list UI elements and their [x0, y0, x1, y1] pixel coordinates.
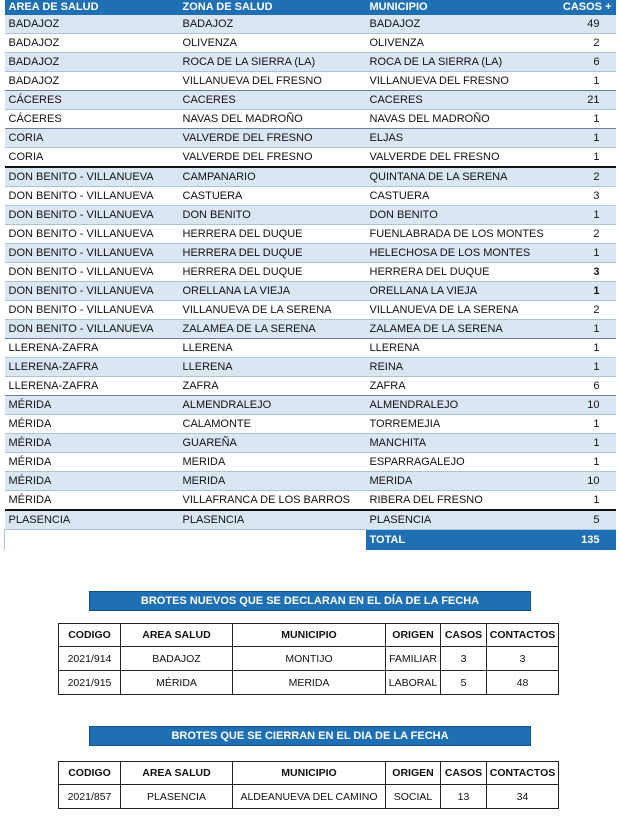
table-row [5, 206, 616, 225]
brote-municipio: MERIDA [233, 671, 386, 695]
brote-contactos: 34 [487, 785, 559, 809]
row-casos: 2 [544, 167, 616, 187]
row-municipio: HERRERA DEL DUQUE [366, 263, 544, 282]
row-area: BADAJOZ [5, 15, 179, 34]
row-area: DON BENITO - VILLANUEVA [5, 301, 179, 320]
row-municipio: DON BENITO [366, 206, 544, 225]
row-area: DON BENITO - VILLANUEVA [5, 320, 179, 339]
row-casos: 21 [544, 91, 616, 110]
row-area: CORIA [5, 129, 179, 148]
row-municipio: QUINTANA DE LA SERENA [366, 167, 544, 187]
header-municipio: MUNICIPIO [366, 0, 544, 15]
row-casos: 49 [544, 15, 616, 34]
row-zona: ROCA DE LA SIERRA (LA) [179, 53, 366, 72]
brote-area: BADAJOZ [121, 647, 233, 671]
brote-origen: LABORAL [386, 671, 441, 695]
brote-casos: 13 [441, 785, 487, 809]
row-casos: 2 [544, 225, 616, 244]
table-row [5, 453, 616, 472]
row-casos: 1 [544, 434, 616, 453]
row-casos: 6 [544, 377, 616, 396]
table-row [5, 225, 616, 244]
brote-contactos: 3 [487, 647, 559, 671]
brotes-cerrados-header-row [59, 762, 559, 785]
brote-casos: 5 [441, 671, 487, 695]
row-zona: MERIDA [179, 472, 366, 491]
row-area: DON BENITO - VILLANUEVA [5, 244, 179, 263]
row-municipio: RIBERA DEL FRESNO [366, 491, 544, 511]
nuevos-header-contactos: CONTACTOS [487, 624, 559, 647]
table-row [5, 339, 616, 358]
casos-header-row [5, 0, 616, 15]
row-casos: 1 [544, 320, 616, 339]
table-row [5, 301, 616, 320]
row-area: MÉRIDA [5, 396, 179, 415]
row-casos: 1 [544, 282, 616, 301]
row-zona: NAVAS DEL MADROÑO [179, 110, 366, 129]
brote-area: MÉRIDA [121, 671, 233, 695]
cerrados-header-codigo: CODIGO [59, 762, 121, 785]
row-municipio: REINA [366, 358, 544, 377]
table-row [5, 72, 616, 91]
row-area: DON BENITO - VILLANUEVA [5, 282, 179, 301]
row-zona: VILLANUEVA DEL FRESNO [179, 72, 366, 91]
table-row [5, 53, 616, 72]
brote-contactos: 48 [487, 671, 559, 695]
table-row [5, 282, 616, 301]
row-casos: 1 [544, 72, 616, 91]
row-municipio: FUENLABRADA DE LOS MONTES [366, 225, 544, 244]
casos-table [4, 0, 616, 550]
row-municipio: MERIDA [366, 472, 544, 491]
row-casos: 3 [544, 263, 616, 282]
row-municipio: OLIVENZA [366, 34, 544, 53]
row-area: DON BENITO - VILLANUEVA [5, 206, 179, 225]
row-municipio: CACERES [366, 91, 544, 110]
nuevos-header-municipio: MUNICIPIO [233, 624, 386, 647]
brote-origen: SOCIAL [386, 785, 441, 809]
table-row [5, 167, 616, 187]
brote-casos: 3 [441, 647, 487, 671]
brote-area: PLASENCIA [121, 785, 233, 809]
table-row [5, 15, 616, 34]
row-municipio: ESPARRAGALEJO [366, 453, 544, 472]
row-zona: PLASENCIA [179, 510, 366, 530]
header-zona: ZONA DE SALUD [179, 0, 366, 15]
nuevos-header-codigo: CODIGO [59, 624, 121, 647]
cerrados-header-municipio: MUNICIPIO [233, 762, 386, 785]
table-row [5, 129, 616, 148]
table-row [5, 187, 616, 206]
row-zona: DON BENITO [179, 206, 366, 225]
row-municipio: PLASENCIA [366, 510, 544, 530]
row-casos: 2 [544, 34, 616, 53]
row-area: MÉRIDA [5, 415, 179, 434]
total-value: 135 [544, 530, 616, 551]
row-casos: 2 [544, 301, 616, 320]
row-municipio: ALMENDRALEJO [366, 396, 544, 415]
row-area: LLERENA-ZAFRA [5, 377, 179, 396]
row-casos: 5 [544, 510, 616, 530]
row-area: BADAJOZ [5, 34, 179, 53]
row-zona: ALMENDRALEJO [179, 396, 366, 415]
row-municipio: HELECHOSA DE LOS MONTES [366, 244, 544, 263]
row-municipio: TORREMEJIA [366, 415, 544, 434]
nuevos-header-area: AREA SALUD [121, 624, 233, 647]
cerrados-header-casos: CASOS [441, 762, 487, 785]
row-zona: VALVERDE DEL FRESNO [179, 148, 366, 168]
row-area: DON BENITO - VILLANUEVA [5, 263, 179, 282]
row-zona: LLERENA [179, 358, 366, 377]
table-row [5, 434, 616, 453]
brotes-cerrados-table [58, 761, 559, 809]
row-municipio: ELJAS [366, 129, 544, 148]
row-area: PLASENCIA [5, 510, 179, 530]
row-municipio: BADAJOZ [366, 15, 544, 34]
brotes-cerrados-title: BROTES QUE SE CIERRAN EN EL DIA DE LA FECHA [89, 726, 531, 746]
row-area: CÁCERES [5, 91, 179, 110]
table-row [5, 110, 616, 129]
row-zona: HERRERA DEL DUQUE [179, 244, 366, 263]
row-zona: HERRERA DEL DUQUE [179, 225, 366, 244]
row-casos: 1 [544, 206, 616, 225]
row-municipio: LLERENA [366, 339, 544, 358]
row-zona: LLERENA [179, 339, 366, 358]
table-row [5, 358, 616, 377]
row-area: BADAJOZ [5, 53, 179, 72]
row-casos: 1 [544, 453, 616, 472]
table-row [5, 91, 616, 110]
brotes-nuevos-table [58, 623, 559, 695]
cerrados-header-origen: ORIGEN [386, 762, 441, 785]
nuevos-header-casos: CASOS [441, 624, 487, 647]
row-municipio: MANCHITA [366, 434, 544, 453]
row-casos: 3 [544, 187, 616, 206]
row-casos: 1 [544, 244, 616, 263]
row-area: MÉRIDA [5, 434, 179, 453]
row-zona: BADAJOZ [179, 15, 366, 34]
row-zona: CALAMONTE [179, 415, 366, 434]
table-row [5, 396, 616, 415]
brote-municipio: MONTIJO [233, 647, 386, 671]
row-casos: 1 [544, 339, 616, 358]
table-row [5, 320, 616, 339]
row-municipio: NAVAS DEL MADROÑO [366, 110, 544, 129]
row-area: DON BENITO - VILLANUEVA [5, 167, 179, 187]
row-zona: ORELLANA LA VIEJA [179, 282, 366, 301]
row-area: DON BENITO - VILLANUEVA [5, 187, 179, 206]
row-zona: VALVERDE DEL FRESNO [179, 129, 366, 148]
brote-municipio: ALDEANUEVA DEL CAMINO [233, 785, 386, 809]
row-area: LLERENA-ZAFRA [5, 339, 179, 358]
cerrados-header-contactos: CONTACTOS [487, 762, 559, 785]
table-row [59, 785, 559, 809]
row-zona: VILLANUEVA DE LA SERENA [179, 301, 366, 320]
brotes-nuevos-header-row [59, 624, 559, 647]
row-casos: 1 [544, 491, 616, 511]
row-zona: GUAREÑA [179, 434, 366, 453]
table-row [5, 510, 616, 530]
row-casos: 1 [544, 110, 616, 129]
row-area: LLERENA-ZAFRA [5, 358, 179, 377]
row-zona: ZALAMEA DE LA SERENA [179, 320, 366, 339]
row-area: MÉRIDA [5, 453, 179, 472]
row-zona: CAMPANARIO [179, 167, 366, 187]
row-area: CORIA [5, 148, 179, 168]
row-municipio: ROCA DE LA SIERRA (LA) [366, 53, 544, 72]
row-municipio: ZALAMEA DE LA SERENA [366, 320, 544, 339]
table-row [5, 34, 616, 53]
row-area: BADAJOZ [5, 72, 179, 91]
row-area: MÉRIDA [5, 491, 179, 511]
total-label: TOTAL [366, 530, 544, 551]
brote-codigo: 2021/857 [59, 785, 121, 809]
table-row [5, 491, 616, 511]
casos-table-body [5, 15, 616, 550]
row-municipio: VILLANUEVA DE LA SERENA [366, 301, 544, 320]
row-casos: 10 [544, 396, 616, 415]
cerrados-header-area: AREA SALUD [121, 762, 233, 785]
row-area: CÁCERES [5, 110, 179, 129]
row-zona: HERRERA DEL DUQUE [179, 263, 366, 282]
table-row [5, 472, 616, 491]
table-row [5, 263, 616, 282]
total-spacer [5, 530, 366, 551]
row-casos: 6 [544, 53, 616, 72]
row-municipio: ORELLANA LA VIEJA [366, 282, 544, 301]
table-row [59, 671, 559, 695]
row-zona: VILLAFRANCA DE LOS BARROS [179, 491, 366, 511]
row-municipio: VILLANUEVA DEL FRESNO [366, 72, 544, 91]
brote-codigo: 2021/915 [59, 671, 121, 695]
brote-origen: FAMILIAR [386, 647, 441, 671]
row-casos: 1 [544, 358, 616, 377]
total-row [5, 530, 616, 551]
row-casos: 1 [544, 148, 616, 168]
table-row [5, 415, 616, 434]
header-casos: CASOS + [544, 0, 616, 15]
brotes-nuevos-title: BROTES NUEVOS QUE SE DECLARAN EN EL DÍA DE LA FECHA [89, 591, 531, 611]
row-area: MÉRIDA [5, 472, 179, 491]
row-casos: 1 [544, 129, 616, 148]
table-row [5, 148, 616, 168]
table-row [5, 244, 616, 263]
nuevos-header-origen: ORIGEN [386, 624, 441, 647]
row-area: DON BENITO - VILLANUEVA [5, 225, 179, 244]
row-zona: CACERES [179, 91, 366, 110]
row-municipio: CASTUERA [366, 187, 544, 206]
row-zona: MERIDA [179, 453, 366, 472]
row-municipio: VALVERDE DEL FRESNO [366, 148, 544, 168]
row-zona: OLIVENZA [179, 34, 366, 53]
table-row [59, 647, 559, 671]
row-zona: ZAFRA [179, 377, 366, 396]
brote-codigo: 2021/914 [59, 647, 121, 671]
table-row [5, 377, 616, 396]
row-municipio: ZAFRA [366, 377, 544, 396]
row-casos: 1 [544, 415, 616, 434]
row-zona: CASTUERA [179, 187, 366, 206]
header-area: AREA DE SALUD [5, 0, 179, 15]
row-casos: 10 [544, 472, 616, 491]
